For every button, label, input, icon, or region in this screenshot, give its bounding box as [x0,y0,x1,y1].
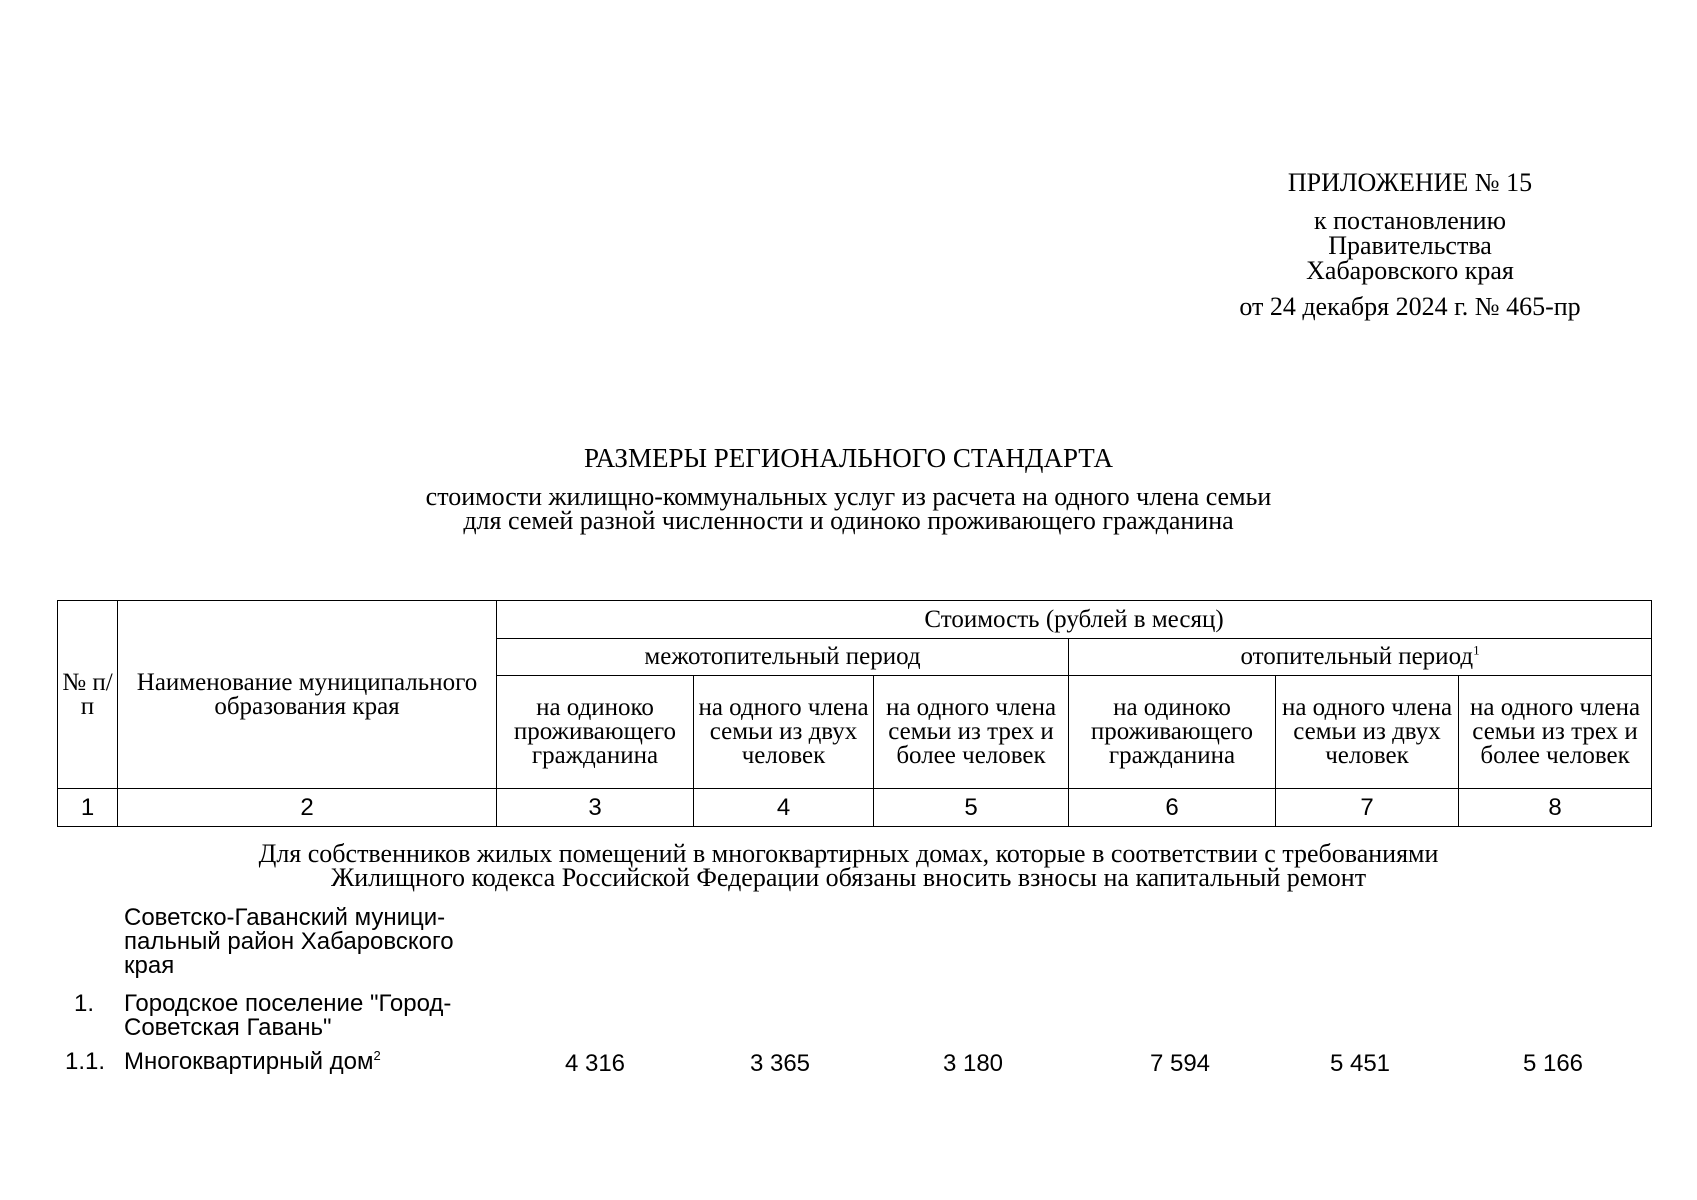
building-number: 1.1. [65,1048,106,1075]
subheader-single-1: на одиноко проживающего гражданина [497,676,694,789]
column-number: 1 [58,789,118,827]
value-cell: 3 180 [942,1050,1004,1077]
settlement-number: 1. [74,990,95,1017]
value-cell: 3 365 [749,1050,811,1077]
appendix-ref-line1: к постановлению [1313,206,1507,235]
settlement-name-line1: Городское поселение "Город- [124,990,452,1017]
subheader-two-2: на одного члена семьи из двух человек [1276,676,1459,789]
period-header-non-heating: межотопительный период [497,639,1069,676]
header-table [57,600,1652,827]
building-name [124,1050,381,1074]
column-number: 3 [497,789,694,827]
building-name-label: Многоквартирный дом [124,1048,374,1075]
column-number: 4 [694,789,874,827]
document-title: РАЗМЕРЫ РЕГИОНАЛЬНОГО СТАНДАРТА [584,443,1113,473]
column-number: 8 [1459,789,1652,827]
period-header-heating [1069,639,1652,676]
subheader-single-2: на одиноко проживающего гражданина [1069,676,1276,789]
document-subtitle-line2: для семей разной численности и одиноко проживающего гражданина [463,506,1234,535]
footnote-ref-1: 1 [1473,642,1480,658]
district-name [124,906,454,978]
column-number: 7 [1276,789,1459,827]
section-heading [0,839,1697,892]
cost-header: Стоимость (рублей в месяц) [497,601,1652,639]
value-cell: 5 166 [1522,1050,1584,1077]
subheader-three-2: на одного члена семьи из трех и более человек [1459,676,1652,789]
period-heating-label: отопительный период [1240,643,1474,670]
column-number: 6 [1069,789,1276,827]
appendix-date: от 24 декабря 2024 г. № 465-пр [1239,292,1581,321]
section-heading-line2: Жилищного кодекса Российской Федерации обязаны вносить взносы на капитальный ремонт [330,863,1367,892]
appendix-ref-line2: Правительства [1328,231,1492,260]
district-name-line2: пальный район Хабаровского [124,928,454,955]
footnote-ref-2: 2 [373,1048,381,1063]
settlement-name-line2: Советская Гавань" [124,1014,332,1041]
col-header-name: Наименование муниципального образования края [118,601,497,789]
section-heading-line1: Для собственников жилых помещений в многоквартирных домах, которые в соответствии с требованиями [258,839,1439,868]
settlement-name [124,992,451,1040]
subheader-three-1: на одного члена семьи из трех и более человек [874,676,1069,789]
subheader-two-1: на одного члена семьи из двух человек [694,676,874,789]
col-header-number: № п/п [58,601,118,789]
appendix-ref-line3: Хабаровского края [1306,256,1514,285]
district-name-line1: Советско-Гаванский муници- [124,904,446,931]
value-cell: 7 594 [1149,1050,1211,1077]
value-cell: 4 316 [564,1050,626,1077]
column-number: 2 [118,789,497,827]
district-name-line3: края [124,952,175,979]
column-number: 5 [874,789,1069,827]
value-cell: 5 451 [1329,1050,1391,1077]
document-subtitle-line1: стоимости жилищно-коммунальных услуг из расчета на одного члена семьи [425,482,1272,511]
appendix-number: ПРИЛОЖЕНИЕ № 15 [1287,168,1533,197]
